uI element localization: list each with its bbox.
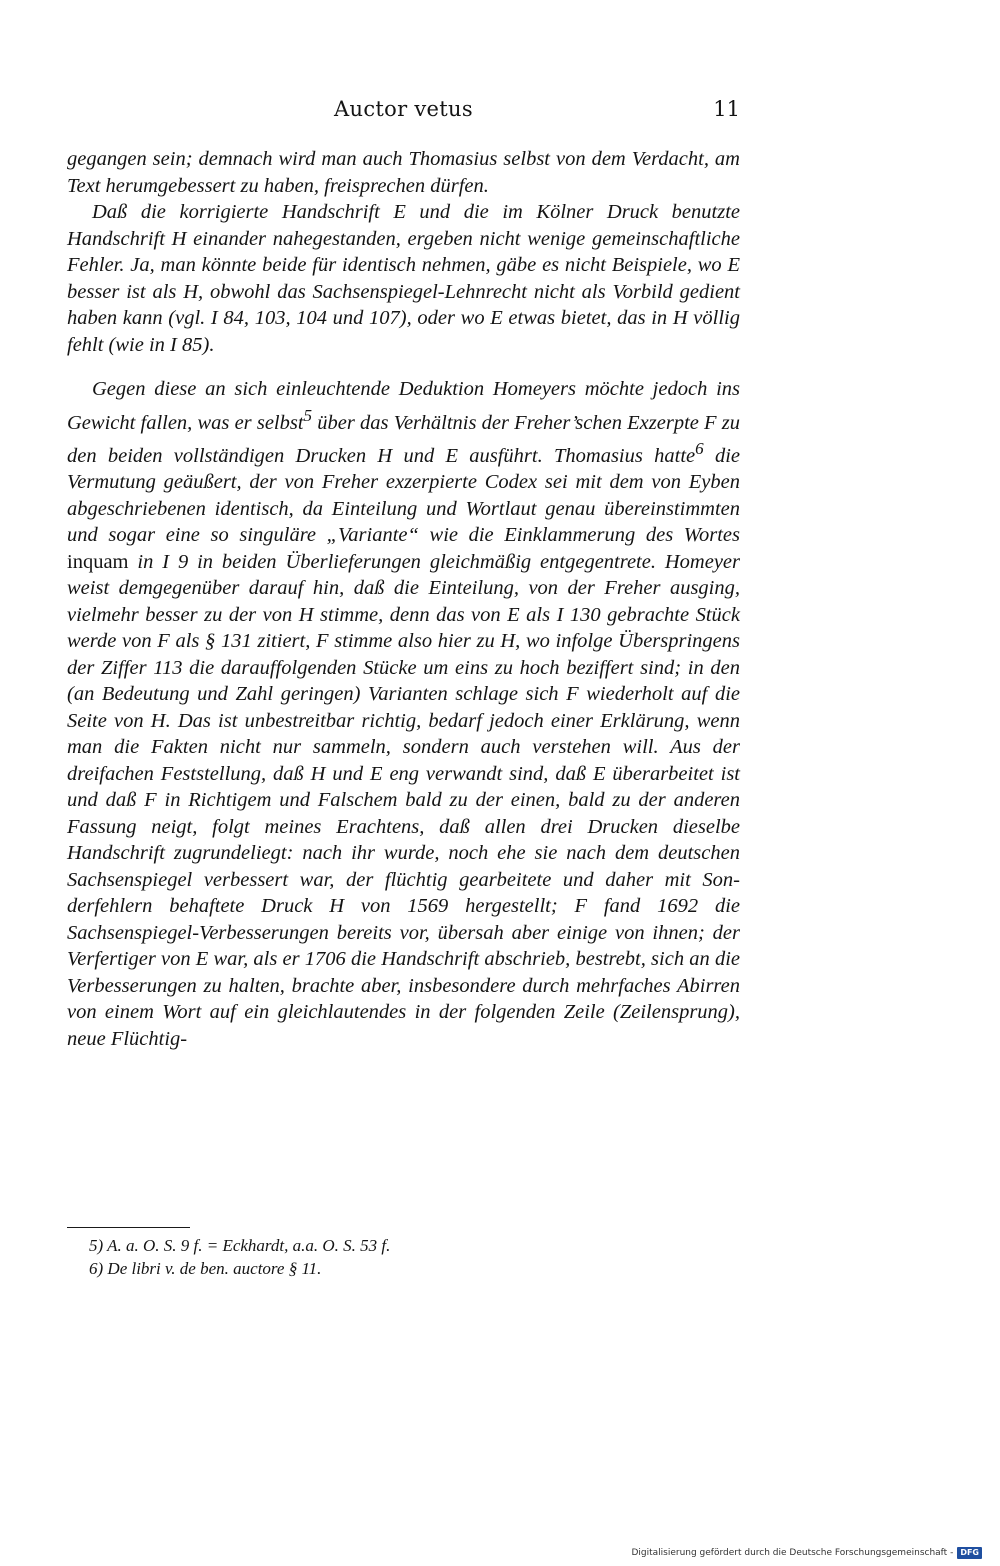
footnote-marker: 6	[695, 438, 704, 458]
paragraph-text: die Vermutung geäußert, der von Freher exzerpierte Codex sei mit dem von Eyben abgeschriebenen identisch, da Einteilung und Wortlaut genau übereinstimmten und sogar eine so singuläre „Variante“ wie die Einklammerung des Wortes	[67, 444, 740, 547]
paragraph-handschrift: Daß die korrigierte Handschrift E und die im Kölner Druck benutzte Handschrift H einander nahegestanden, ergeben nicht wenige gemeinschaftliche Fehler. Ja, man könnte beide für identisch nehmen, gäbe es nicht Beispiele, wo E besser ist als H, obwohl das Sachsenspiegel-Lehnrecht nicht als Vorbild gedient haben kann (vgl. I 84, 103, 104 und 107), oder wo E etwas bietet, das in H völlig fehlt (wie in I 85).	[67, 201, 740, 356]
paragraph-deduktion	[67, 376, 740, 1052]
paragraph-continued: gegangen sein; demnach wird man auch Thomasius selbst von dem Verdacht, am Text herumgebessert zu haben, freisprechen dürfen.	[67, 148, 740, 197]
dfg-logo: DFG	[957, 1547, 982, 1559]
paragraph-text: Gegen diese an sich einleuchtende Deduktion Homeyers möchte jedoch ins Gewicht fallen, was er selbst	[67, 378, 740, 434]
footnotes	[67, 1234, 740, 1280]
running-head-title: Auctor vetus	[334, 97, 473, 121]
body-text	[67, 146, 740, 1052]
footnote-6: 6) De libri v. de ben. auctore § 11.	[89, 1259, 322, 1278]
running-head	[67, 94, 740, 124]
footnote-marker: 5	[303, 405, 313, 425]
digitization-credit	[631, 1545, 982, 1561]
paragraph-text: über das Verhältnis der Freher’schen Exzerpte F zu den beiden vollständigen Drucken H und E ausführt. Thomasius hatte	[67, 411, 740, 467]
footnote-5: 5) A. a. O. S. 9 f. = Eckhardt, a.a. O. S. 53 f.	[89, 1236, 391, 1255]
page-number: 11	[713, 97, 740, 121]
footnote-divider	[67, 1227, 190, 1228]
roman-term: inquam	[67, 550, 129, 573]
paragraph-text: in I 9 in beiden Überlieferungen gleichmäßig entgegentrete. Homeyer weist demgegenüber darauf hin, daß die Einteilung, von der Freher ausging, vielmehr besser zu der von H stimme, denn das von E als I 130 gebrachte Stück werde von F als § 131 zitiert, F stimme also hier zu H, wo infolge Überspringens der Ziffer 113 die darauffolgenden Stücke um eins zu hoch beziffert sind; in den (an Bedeutung und Zahl geringen) Varianten schlage sich F wiederholt auf die Seite von H. Das ist unbestreitbar richtig, bedarf jedoch einer Erklärung, wenn man die Fakten nicht nur sammeln, sondern auch verstehen will. Aus der dreifachen Feststellung, daß H und E eng verwandt sind, daß E überarbeitet ist und daß F in Richtigem und Falschem bald zu der einen, bald zu der anderen Fassung neigt, folgt meines Erachtens, daß allen drei Drucken dieselbe Handschrift zugrundeliegt: nach ihr wurde, noch ehe sie nach dem deutschen Sachsenspiegel verbessert war, der flüchtig gearbeitete und daher mit Sonderfehlern behaftete Druck H von 1569 hergestellt; F fand 1692 die Sachsenspiegel-Verbesserungen bereits vor, übersah aber einige von ihnen; der Verfertiger von E war, als er 1706 die Handschrift abschrieb, bestrebt, sich an die Verbesserungen zu halten, brachte aber, insbesondere durch mehrfaches Abirren von einem Wort auf ein gleichlautendes in der folgenden Zeile (Zeilensprung), neue Flüchtig-	[67, 550, 740, 1050]
credit-text: Digitalisierung gefördert durch die Deutsche Forschungsgemeinschaft -	[631, 1548, 954, 1558]
